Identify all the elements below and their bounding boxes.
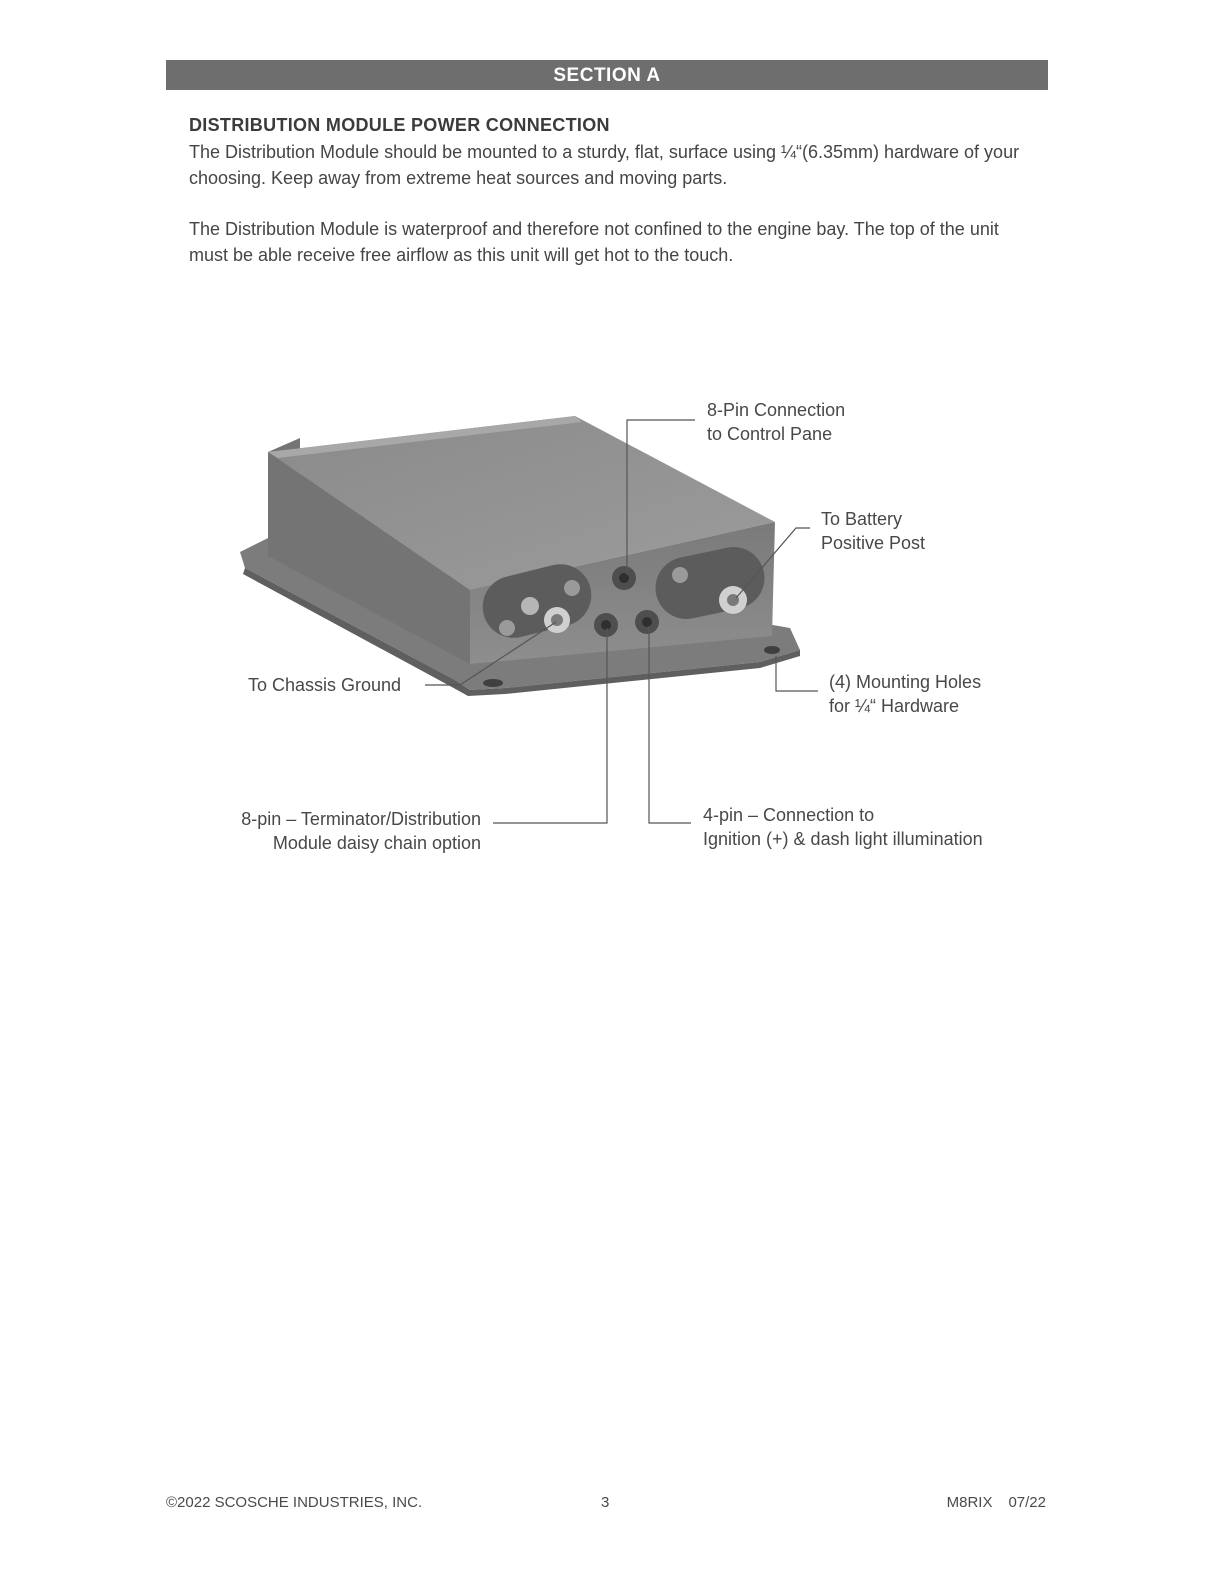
section-header-bar: SECTION A	[166, 60, 1048, 90]
callout-battery-line2: Positive Post	[821, 533, 926, 553]
paragraph-mounting: The Distribution Module should be mounted to a sturdy, flat, surface using ¼“(6.35mm) hardware of your choosing. Keep away from extreme heat sources and moving parts.	[189, 142, 1020, 188]
footer-model: M8RIX	[946, 1494, 993, 1511]
callout-mounting-line1: (4) Mounting Holes	[829, 672, 982, 692]
callout-mounting	[829, 670, 981, 718]
mounting-hole	[764, 646, 780, 654]
battery-terminal-bolt-small	[672, 567, 688, 583]
mounting-hole	[483, 679, 503, 687]
connector-8pin-daisy-core	[601, 620, 611, 630]
footer-date: 07/22	[1008, 1494, 1046, 1511]
callout-4pin-line1: 4-pin – Connection to	[703, 805, 875, 825]
ground-terminal-post-rear	[521, 597, 539, 615]
section-heading: DISTRIBUTION MODULE POWER CONNECTION	[189, 115, 610, 135]
paragraph-waterproof: The Distribution Module is waterproof and therefore not confined to the engine bay. The top of the unit must be able receive free airflow as this unit will get hot to the touch.	[189, 219, 999, 265]
callout-battery-line1: To Battery	[821, 509, 903, 529]
ground-terminal-bolt-small	[499, 620, 515, 636]
callout-8pin-control-line2: to Control Pane	[707, 424, 833, 444]
footer-page-number: 3	[601, 1494, 610, 1511]
callout-8pin-daisy-line1: 8-pin – Terminator/Distribution	[241, 809, 481, 829]
ground-terminal-bolt-small	[564, 580, 580, 596]
callout-8pin-control	[707, 398, 845, 446]
callout-mounting-line2: for ¼“ Hardware	[829, 696, 960, 716]
callout-8pin-control-line1: 8-Pin Connection	[707, 400, 846, 420]
callout-battery	[821, 507, 925, 555]
callout-chassis	[248, 673, 401, 697]
footer-copyright: ©2022 SCOSCHE INDUSTRIES, INC.	[166, 1494, 423, 1511]
callout-4pin	[703, 803, 983, 851]
callout-8pin-daisy	[241, 807, 481, 855]
footer-model-date	[947, 1494, 1046, 1511]
connector-4pin-core	[642, 617, 652, 627]
callout-8pin-daisy-line2: Module daisy chain option	[272, 833, 481, 853]
callout-chassis-line1: To Chassis Ground	[248, 675, 402, 695]
callout-4pin-line2: Ignition (+) & dash light illumination	[703, 829, 983, 849]
